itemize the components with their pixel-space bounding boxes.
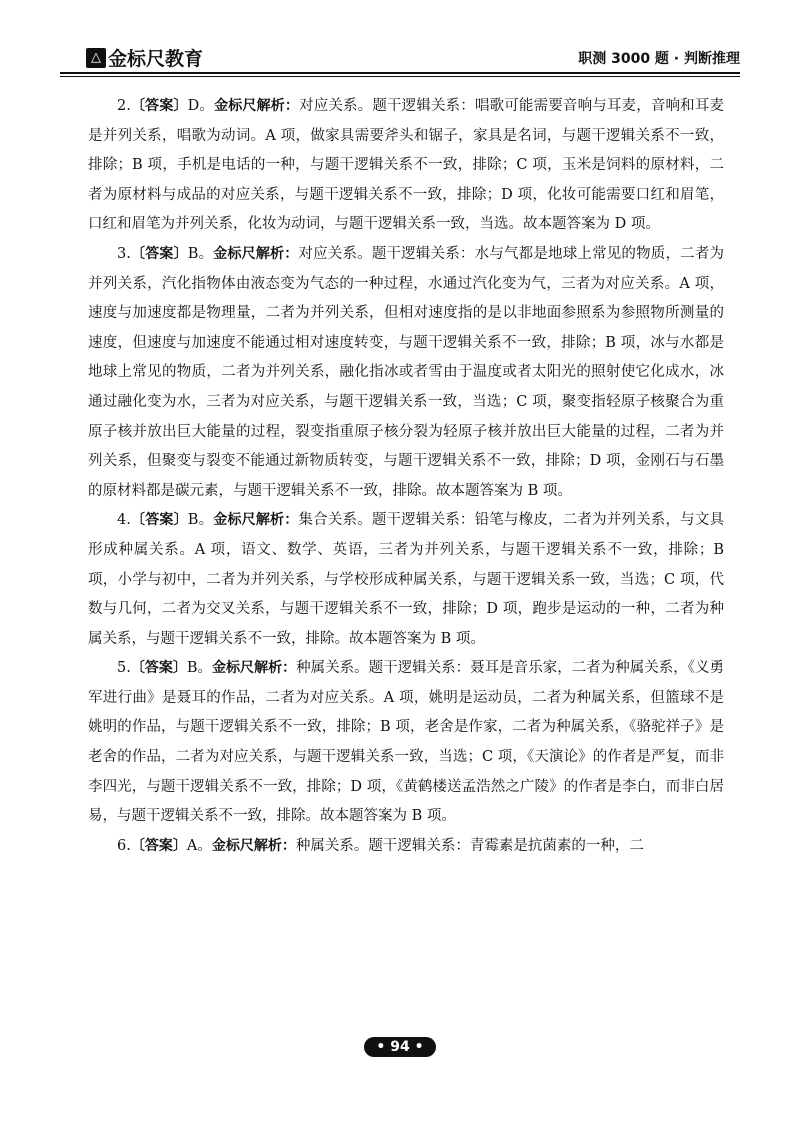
answer-label: 〔答案〕 xyxy=(130,245,188,262)
answer-label: 〔答案〕 xyxy=(130,660,187,677)
book-title: 职测 3000 题 · 判断推理 xyxy=(578,51,740,67)
answer-label: 〔答案〕 xyxy=(130,512,188,529)
analysis-label: 金标尺解析： xyxy=(212,660,297,677)
answer-label: 〔答案〕 xyxy=(130,837,187,854)
analysis-label: 金标尺解析： xyxy=(214,98,300,114)
answer-item xyxy=(88,240,724,506)
analysis-text: 对应关系。题干逻辑关系：唱歌可能需要音响与耳麦，音响和耳麦是并列关系，唱歌为动词。A 项，做家具需要斧头和锯子，家具是名词，与题干逻辑关系不一致，排除；B 项，手机是电话的一种，与题干逻辑关系不一致，排除；C 项，玉米是饲料的原材料，二者为原材料与成品的对应关系，与题干逻辑关系不一致，排除；D 项，化妆可能需要口红和眉笔，口红和眉笔为并列关系，化妆为动词，与题干逻辑关系一致，当选。故本题答案为 D 项。 xyxy=(88,98,724,233)
page-footer xyxy=(0,1036,800,1057)
analysis-label: 金标尺解析： xyxy=(213,245,299,262)
answer-value: B。 xyxy=(186,660,213,677)
answer-item xyxy=(88,92,724,240)
item-number: 2. xyxy=(117,98,131,114)
answer-item xyxy=(88,832,724,862)
analysis-text: 种属关系。题干逻辑关系：聂耳是音乐家，二者为种属关系，《义勇军进行曲》是聂耳的作品，二者为对应关系。A 项，姚明是运动员，二者为种属关系，但篮球不是姚明的作品，与题干逻辑关系不一致，排除；B 项，老舍是作家，二者为种属关系，《骆驼祥子》是老舍的作品，二者为对应关系，与题干逻辑关系一致，当选；C 项，《天演论》的作者是严复，而非李四光，与题干逻辑关系不一致，排除；D 项，《黄鹤楼送孟浩然之广陵》的作者是李白，而非白居易，与题干逻辑关系不一致，排除。故本题答案为 B 项。 xyxy=(88,660,725,825)
answer-value: B。 xyxy=(187,245,214,262)
analysis-label: 金标尺解析： xyxy=(213,512,299,529)
header-rule-thin xyxy=(60,76,740,77)
answer-content xyxy=(88,92,724,861)
publisher-logo xyxy=(86,44,203,71)
item-number: 3. xyxy=(117,245,131,262)
answer-value: A。 xyxy=(186,837,212,854)
analysis-text: 集合关系。题干逻辑关系：铅笔与橡皮，二者为并列关系，与文具形成种属关系。A 项，语文、数学、英语，三者为并列关系，与题干逻辑关系不一致，排除；B 项，小学与初中，二者为并列关系，与学校形成种属关系，与题干逻辑关系一致，当选；C 项，代数与几何，二者为交叉关系，与题干逻辑关系不一致，排除；D 项，跑步是运动的一种，二者为种属关系，与题干逻辑关系不一致，排除。故本题答案为 B 项。 xyxy=(88,512,725,647)
page-number: • 94 • xyxy=(364,1037,435,1057)
item-number: 6. xyxy=(117,837,131,854)
answer-value: B。 xyxy=(187,512,214,529)
answer-label: 〔答案〕 xyxy=(130,98,188,114)
answer-item xyxy=(88,654,724,832)
header-rule-thick xyxy=(60,72,740,74)
answer-value: D。 xyxy=(187,98,215,114)
logo-text: 金标尺教育 xyxy=(108,48,204,70)
logo-icon: △ xyxy=(86,48,106,68)
analysis-label: 金标尺解析： xyxy=(211,837,296,854)
item-number: 5. xyxy=(117,660,131,677)
item-number: 4. xyxy=(117,512,131,529)
answer-item xyxy=(88,506,724,654)
analysis-text: 对应关系。题干逻辑关系：水与气都是地球上常见的物质，二者为并列关系，汽化指物体由液态变为气态的一种过程，水通过汽化变为气，三者为对应关系。A 项，速度与加速度都是物理量，二者为并列关系，但相对速度指的是以非地面参照系为参照物所测量的速度，但速度与加速度不能通过相对速度转变，与题干逻辑关系不一致，排除；B 项，冰与水都是地球上常见的物质，二者为并列关系，融化指冰或者雪由于温度或者太阳光的照射使它化成水，冰通过融化变为水，三者为对应关系，与题干逻辑关系一致，当选；C 项，聚变指轻原子核聚合为重原子核并放出巨大能量的过程，裂变指重原子核分裂为轻原子核并放出巨大能量的过程，二者为并列关系，但聚变与裂变不能通过新物质转变，与题干逻辑关系不一致，排除；D 项，金刚石与石墨的原材料都是碳元素，与题干逻辑关系不一致，排除。故本题答案为 B 项。 xyxy=(88,245,725,499)
analysis-text: 种属关系。题干逻辑关系：青霉素是抗菌素的一种，二 xyxy=(295,837,644,854)
